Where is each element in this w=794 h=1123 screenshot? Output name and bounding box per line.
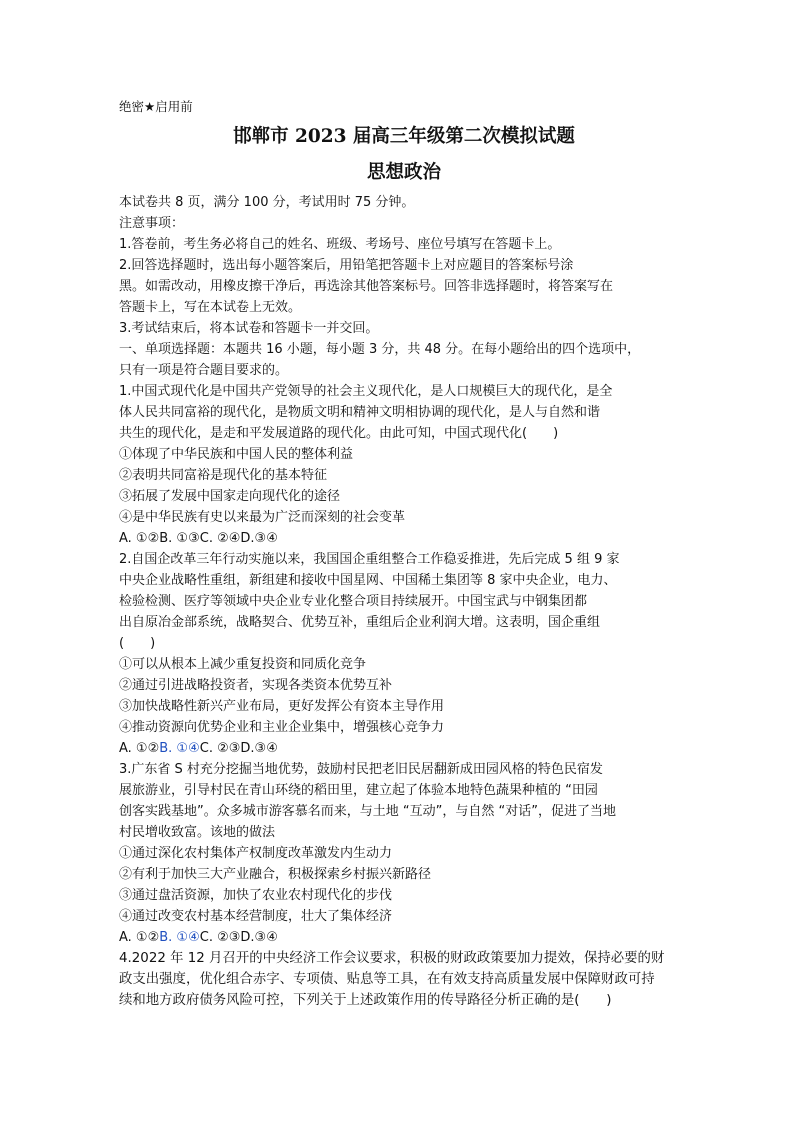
option-item: ③拓展了发展中国家走向现代化的途径: [119, 489, 341, 504]
question-stem-line: 共生的现代化，是走和平发展道路的现代化。由此可知，中国式现代化( ): [119, 426, 559, 441]
option-item: ②通过引进战略投资者，实现各类资本优势互补: [119, 678, 393, 693]
choice-a: A. ①②: [119, 741, 160, 756]
answer-choices: [119, 927, 689, 948]
question-4: [119, 948, 689, 1011]
question-stem-line: 村民增收致富。该地的做法: [119, 825, 276, 840]
question-stem-line: 中央企业战略性重组，新组建和接收中国星网、中国稀土集团等 8 家中央企业，电力、: [119, 573, 617, 588]
option-item: ②有利于加快三大产业融合，积极探索乡村振兴新路径: [119, 867, 432, 882]
section-line: 一、单项选择题：本题共 16 小题，每小题 3 分，共 48 分。在每小题给出的四个选项中，: [119, 342, 641, 357]
instruction-line: 答题卡上，写在本试卷上无效。: [119, 300, 302, 315]
instruction-line: 1.答卷前，考生务必将自己的姓名、班级、考场号、座位号填写在答题卡上。: [119, 237, 561, 252]
instruction-line: 黑。如需改动，用橡皮擦干净后，再选涂其他答案标号。回答非选择题时，将答案写在: [119, 279, 614, 294]
question-3: [119, 759, 689, 948]
section-line: 只有一项是符合题目要求的。: [119, 363, 289, 378]
subject-title: 思想政治: [366, 162, 441, 183]
option-item: ④通过改变农村基本经营制度，壮大了集体经济: [119, 909, 393, 924]
option-item: ①通过深化农村集体产权制度改革激发内生动力: [119, 846, 393, 861]
question-stem-line: 展旅游业，引导村民在青山环绕的稻田里，建立起了体验本地特色蔬果种植的 “田园: [119, 783, 598, 798]
choice-b: B. ①③: [159, 531, 200, 546]
question-stem-line: 4.2022 年 12 月召开的中央经济工作会议要求，积极的财政政策要加力提效，保持必要的财: [119, 951, 665, 966]
question-stem-line: 2.自国企改革三年行动实施以来，我国国企重组整合工作稳妥推进，先后完成 5 组 9 家: [119, 552, 620, 567]
question-1: [119, 381, 689, 549]
option-item: ①可以从根本上减少重复投资和同质化竞争: [119, 657, 367, 672]
confidential-label: 绝密★启用前: [119, 99, 193, 114]
option-item: ④是中华民族有史以来最为广泛而深刻的社会变革: [119, 510, 406, 525]
answer-choices: [119, 528, 689, 549]
instruction-line: 注意事项：: [119, 216, 185, 231]
question-stem-line: 政支出强度，优化组合赤字、专项债、贴息等工具，在有效支持高质量发展中保障财政可持: [119, 972, 655, 987]
instruction-line: 本试卷共 8 页，满分 100 分，考试用时 75 分钟。: [119, 195, 415, 210]
instructions: [119, 192, 689, 339]
question-stem-line: 3.广东省 S 村充分挖掘当地优势，鼓励村民把老旧民居翻新成田园风格的特色民宿发: [119, 762, 603, 777]
instruction-line: 2.回答选择题时，选出每小题答案后，用铅笔把答题卡上对应题目的答案标号涂: [119, 258, 574, 273]
choice-c: C. ②④: [199, 531, 241, 546]
instruction-line: 3.考试结束后，将本试卷和答题卡一并交回。: [119, 321, 379, 336]
choice-a: A. ①②: [119, 930, 160, 945]
answer-choices: [119, 738, 689, 759]
option-item: ③通过盘活资源，加快了农业农村现代化的步伐: [119, 888, 393, 903]
question-2: [119, 549, 689, 759]
choice-b: B. ①④: [159, 741, 200, 756]
question-stem-line: 出自原冶金部系统，战略契合、优势互补，重组后企业利润大增。这表明，国企重组: [119, 615, 601, 630]
choice-a: A. ①②: [119, 531, 160, 546]
choice-d: D.③④: [240, 531, 278, 546]
exam-title: 邯郸市 2023 届高三年级第二次模拟试题: [233, 126, 575, 147]
choice-c: C. ②③: [199, 930, 241, 945]
option-item: ①体现了中华民族和中国人民的整体利益: [119, 447, 354, 462]
option-item: ③加快战略性新兴产业布局，更好发挥公有资本主导作用: [119, 699, 445, 714]
question-stem-line: 1.中国式现代化是中国共产党领导的社会主义现代化，是人口规模巨大的现代化，是全: [119, 384, 613, 399]
section-heading: [119, 339, 689, 381]
choice-b: B. ①④: [159, 930, 200, 945]
question-stem-line: 创客实践基地”。众多城市游客慕名而来，与土地 “互动”，与自然 “对话”，促进了当地: [119, 804, 616, 819]
question-stem-line: 续和地方政府债务风险可控，下列关于上述政策作用的传导路径分析正确的是( ): [119, 993, 612, 1008]
page-content: [119, 97, 689, 1011]
question-stem-line: ( ): [119, 636, 156, 651]
choice-d: D.③④: [240, 741, 278, 756]
choice-d: D.③④: [240, 930, 278, 945]
question-stem-line: 检验检测、医疗等领域中央企业专业化整合项目持续展开。中国宝武与中钢集团都: [119, 594, 588, 609]
question-stem-line: 体人民共同富裕的现代化，是物质文明和精神文明相协调的现代化，是人与自然和谐: [119, 405, 601, 420]
choice-c: C. ②③: [199, 741, 241, 756]
option-item: ④推动资源向优势企业和主业企业集中，增强核心竞争力: [119, 720, 445, 735]
option-item: ②表明共同富裕是现代化的基本特征: [119, 468, 328, 483]
